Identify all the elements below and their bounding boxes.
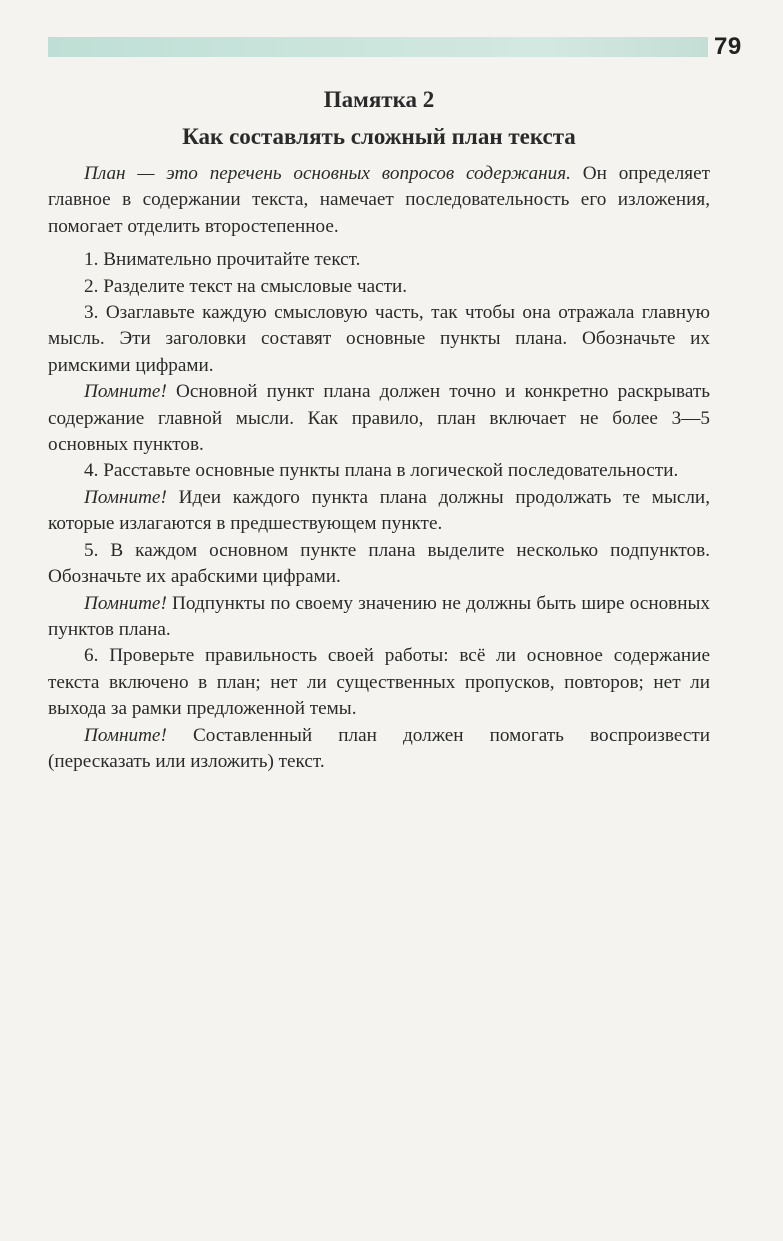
- remember-note-1: [48, 379, 710, 458]
- remember-text-3: Подпункты по своему значению не должны быть шире основных пунктов плана.: [48, 592, 710, 640]
- intro-definition: План — это перечень основных вопросов содержания.: [84, 163, 571, 184]
- intro-text: Он определяет главное в содержании текста, намечает последовательность его изложения, помогает отделить второстепенное.: [48, 163, 710, 237]
- step-1: 1. Внимательно прочитайте текст.: [84, 249, 361, 271]
- remember-note-2: [48, 485, 710, 538]
- step-5: 5. В каждом основном пункте плана выделите несколько подпунктов. Обозначьте их арабскими цифрами.: [48, 539, 710, 588]
- page-number: 79: [714, 33, 742, 60]
- memo-title: Памятка 2: [323, 87, 435, 112]
- step-2: 2. Разделите текст на смысловые части.: [84, 275, 408, 297]
- remember-label: Помните!: [84, 724, 167, 746]
- header-band: [48, 37, 708, 57]
- remember-note-3: [48, 591, 710, 644]
- remember-label: Помните!: [84, 592, 167, 614]
- memo-subtitle: Как составлять сложный план текста: [182, 124, 576, 149]
- remember-label: Помните!: [84, 486, 167, 508]
- memo-content: [48, 80, 710, 775]
- intro-paragraph: [48, 161, 710, 240]
- remember-text-2: Идеи каждого пункта плана должны продолжать те мысли, которые излагаются в предшествующем пункте.: [48, 486, 710, 535]
- step-6: 6. Проверьте правильность своей работы: всё ли основное содержание текста включено в план; нет ли существенных пропусков, повторов; нет ли выхода за рамки предложенной темы.: [48, 645, 710, 720]
- remember-note-4: [48, 723, 710, 776]
- step-4: 4. Расставьте основные пункты плана в логической последовательности.: [84, 460, 679, 482]
- step-3: 3. Озаглавьте каждую смысловую часть, так чтобы она отражала главную мысль. Эти заголовки составят основные пункты плана. Обозначьте их римскими цифрами.: [48, 302, 710, 376]
- remember-text-4: Составленный план должен помогать воспроизвести (пересказать или изложить) текст.: [48, 724, 710, 772]
- remember-text-1: Основной пункт плана должен точно и конкретно раскрывать содержание главной мысли. Как правило, план включает не более 3—5 основных пунктов.: [48, 381, 710, 456]
- remember-label: Помните!: [84, 381, 167, 403]
